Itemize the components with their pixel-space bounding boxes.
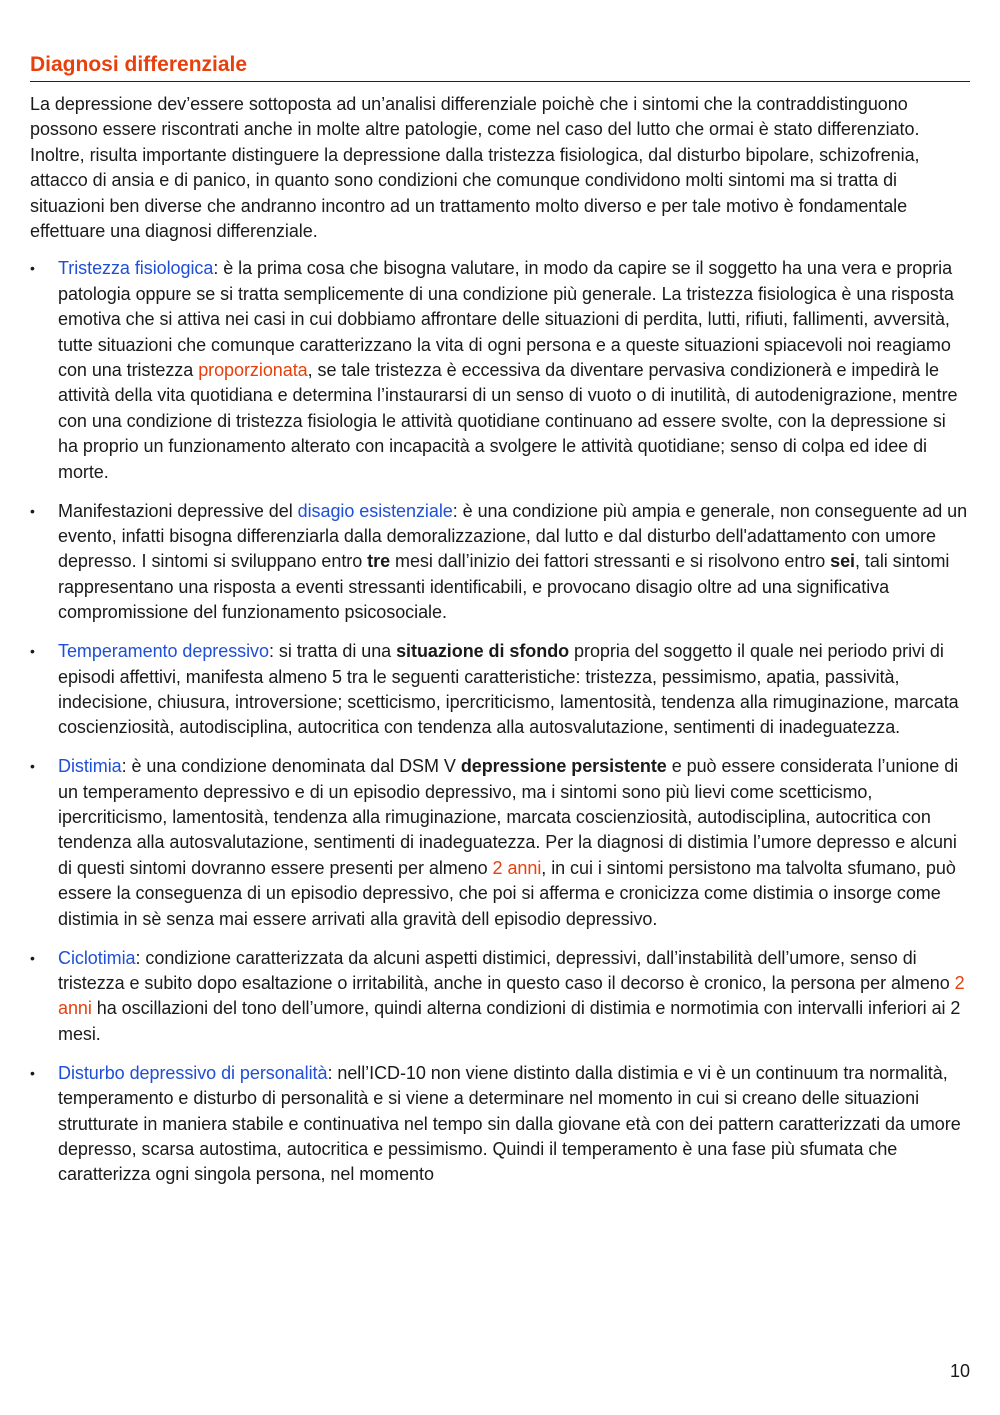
intro-paragraph: Inoltre, risulta importante distinguere la depressione dalla tristezza fisiologica, dal disturbo bipolare, schizofrenia, attacco di ansia e di panico, in quanto sono condizioni che comunque condividono molti sintomi ma si tratta di situazioni ben diverse che andranno incontro ad un trattamento molto diverso e per tale motivo è fondamentale effettuare una diagnosi differenziale. — [30, 144, 920, 242]
item-text: : condizione caratterizzata da alcuni aspetti distimici, depressivi, dall’instabilità dell’umore, senso di tristezza e subito dopo esaltazione o irritabilità, anche in questo caso il decorso è cronico, la persona per almeno — [58, 947, 955, 993]
bold-text: tre — [367, 551, 391, 572]
page-number: 10 — [949, 1361, 970, 1381]
bold-text: depressione persistente — [460, 756, 667, 777]
bullet-icon: • — [30, 1064, 35, 1081]
bullet-icon: • — [30, 260, 35, 277]
document-page — [30, 50, 970, 1201]
bullet-icon: • — [30, 643, 35, 660]
term-label: Tristezza fisiologica — [58, 258, 214, 279]
intro-text — [30, 92, 970, 244]
item-text: ha oscillazioni del tono dell’umore, quindi alterna condizioni di distimia e normotimia con intervalli inferiori ai 2 mesi. — [58, 998, 961, 1044]
list-item-disagio-esistenziale — [30, 499, 970, 626]
term-label: Ciclotimia — [58, 947, 136, 968]
list-item-distimia — [30, 754, 970, 932]
item-text: : è la prima cosa che bisogna valutare, in modo da capire se il soggetto ha una vera e propria patologia oppure se si tratta semplicemente di una condizione più generale. La tristezza fisiologica è una risposta emotiva che si attiva nei casi in cui dobbiamo affrontare delle situazioni di perdita, lutti, rifiuti, fallimenti, avversità, tutte situazioni che comunque caratterizzano la vita di ogni persona e a queste situazioni spiacevoli noi reagiamo con una tristezza — [58, 258, 954, 381]
item-text: , in cui i sintomi persistono ma talvolta sfumano, può essere la conseguenza di un episodio depressivo, che poi si afferma e cronicizza come distimia o insorge come distimia in sè senza mai essere arrivati alla gravità dell episodio depressivo. — [58, 857, 956, 929]
list-item-ciclotimia — [30, 946, 970, 1048]
item-text: propria del soggetto il quale nei periodo privi di episodi affettivi, manifesta almeno 5 tra le seguenti caratteristiche: tristezza, pessimismo, apatia, passività, indecisione, chiusura, introversione; scetticismo, ipercriticismo, lamentosità, tendenza alla rimuginazione, marcata coscienziosità, autodisciplina, autocritica con tendenza alla autosvalutazione, sentimenti di inadeguatezza. — [58, 641, 959, 738]
section-title: Diagnosi differenziale — [30, 50, 970, 82]
item-text: : è una condizione denominata dal DSM V — [121, 756, 461, 777]
item-text: : nell’ICD-10 non viene distinto dalla distimia e vi è un continuum tra normalità, temperamento e disturbo di personalità e si viene a determinare nel momento in cui si creano delle situazioni strutturate in maniera stabile e continuativa nel tempo sin dalla giovane età con dei pattern caratterizzati da umore depresso, scarsa autostima, autocritica e pessimismo. Quindi il temperamento è una fase più sfumata che caratterizza ogni singola persona, nel momento — [58, 1062, 961, 1185]
item-text: Manifestazioni depressive del — [58, 500, 298, 521]
list-item-disturbo-depressivo-personalita — [30, 1061, 970, 1188]
bullet-icon: • — [30, 758, 35, 775]
bold-text: situazione di sfondo — [396, 641, 570, 662]
term-label: Disturbo depressivo di personalità — [58, 1062, 328, 1083]
item-text: , se tale tristezza è eccessiva da diventare pervasiva condizionerà e impedirà le attività della vita quotidiana e determina l’instaurarsi di un senso di vuoto o di inutilità, di autodenigrazione, mentre con una condizione di tristezza fisiologia le attività quotidiane continuano ad essere svolte, con la depressione si ha proprio un funzionamento alterato con incapacità a svolgere le attività quotidiane; senso di colpa ed idee di morte. — [58, 360, 958, 482]
item-text: : si tratta di una — [268, 641, 397, 662]
item-text: mesi dall’inizio dei fattori stressanti e si risolvono entro — [390, 551, 831, 572]
highlight-text: 2 anni — [58, 973, 965, 1019]
item-text: , tali sintomi rappresentano una risposta a eventi stressanti identificabili, e provocano disagio oltre ad una significativa compromissione del funzionamento psicosociale. — [58, 551, 950, 623]
diagnosis-list — [30, 256, 970, 1187]
term-label: Temperamento depressivo — [58, 641, 269, 662]
item-text: e può essere considerata l’unione di un temperamento depressivo e di un episodio depressivo, ma i sintomi sono più lievi come scetticismo, ipercriticismo, lamentosità, tendenza alla rimuginazione, marcata coscienziosità, autodisciplina, autocritica con tendenza alla autosvalutazione, sentimenti di inadeguatezza. Per la diagnosi di distimia l’umore depresso e alcuni di questi sintomi dovranno essere presenti per almeno — [58, 756, 959, 878]
list-item-tristezza-fisiologica — [30, 256, 970, 485]
intro-paragraph: La depressione dev’essere sottoposta ad un’analisi differenziale poichè che i sintomi che la contraddistinguono possono essere riscontrati anche in molte altre patologie, come nel caso del lutto che ormai è stato differenziato. — [30, 94, 920, 140]
bullet-icon: • — [30, 949, 35, 966]
item-text: : è una condizione più ampia e generale, non conseguente ad un evento, infatti bisogna differenziarla dalla demoralizzazione, dal lutto e dal disturbo dell'adattamento con umore depresso. I sintomi si sviluppano entro — [58, 500, 968, 572]
highlight-text: 2 anni — [492, 857, 542, 878]
term-label: disagio esistenziale — [297, 500, 453, 521]
highlight-text: proporzionata — [198, 360, 308, 381]
bullet-icon: • — [30, 502, 35, 519]
bold-text: sei — [830, 551, 856, 572]
term-label: Distimia — [58, 756, 122, 777]
list-item-temperamento-depressivo — [30, 639, 970, 741]
